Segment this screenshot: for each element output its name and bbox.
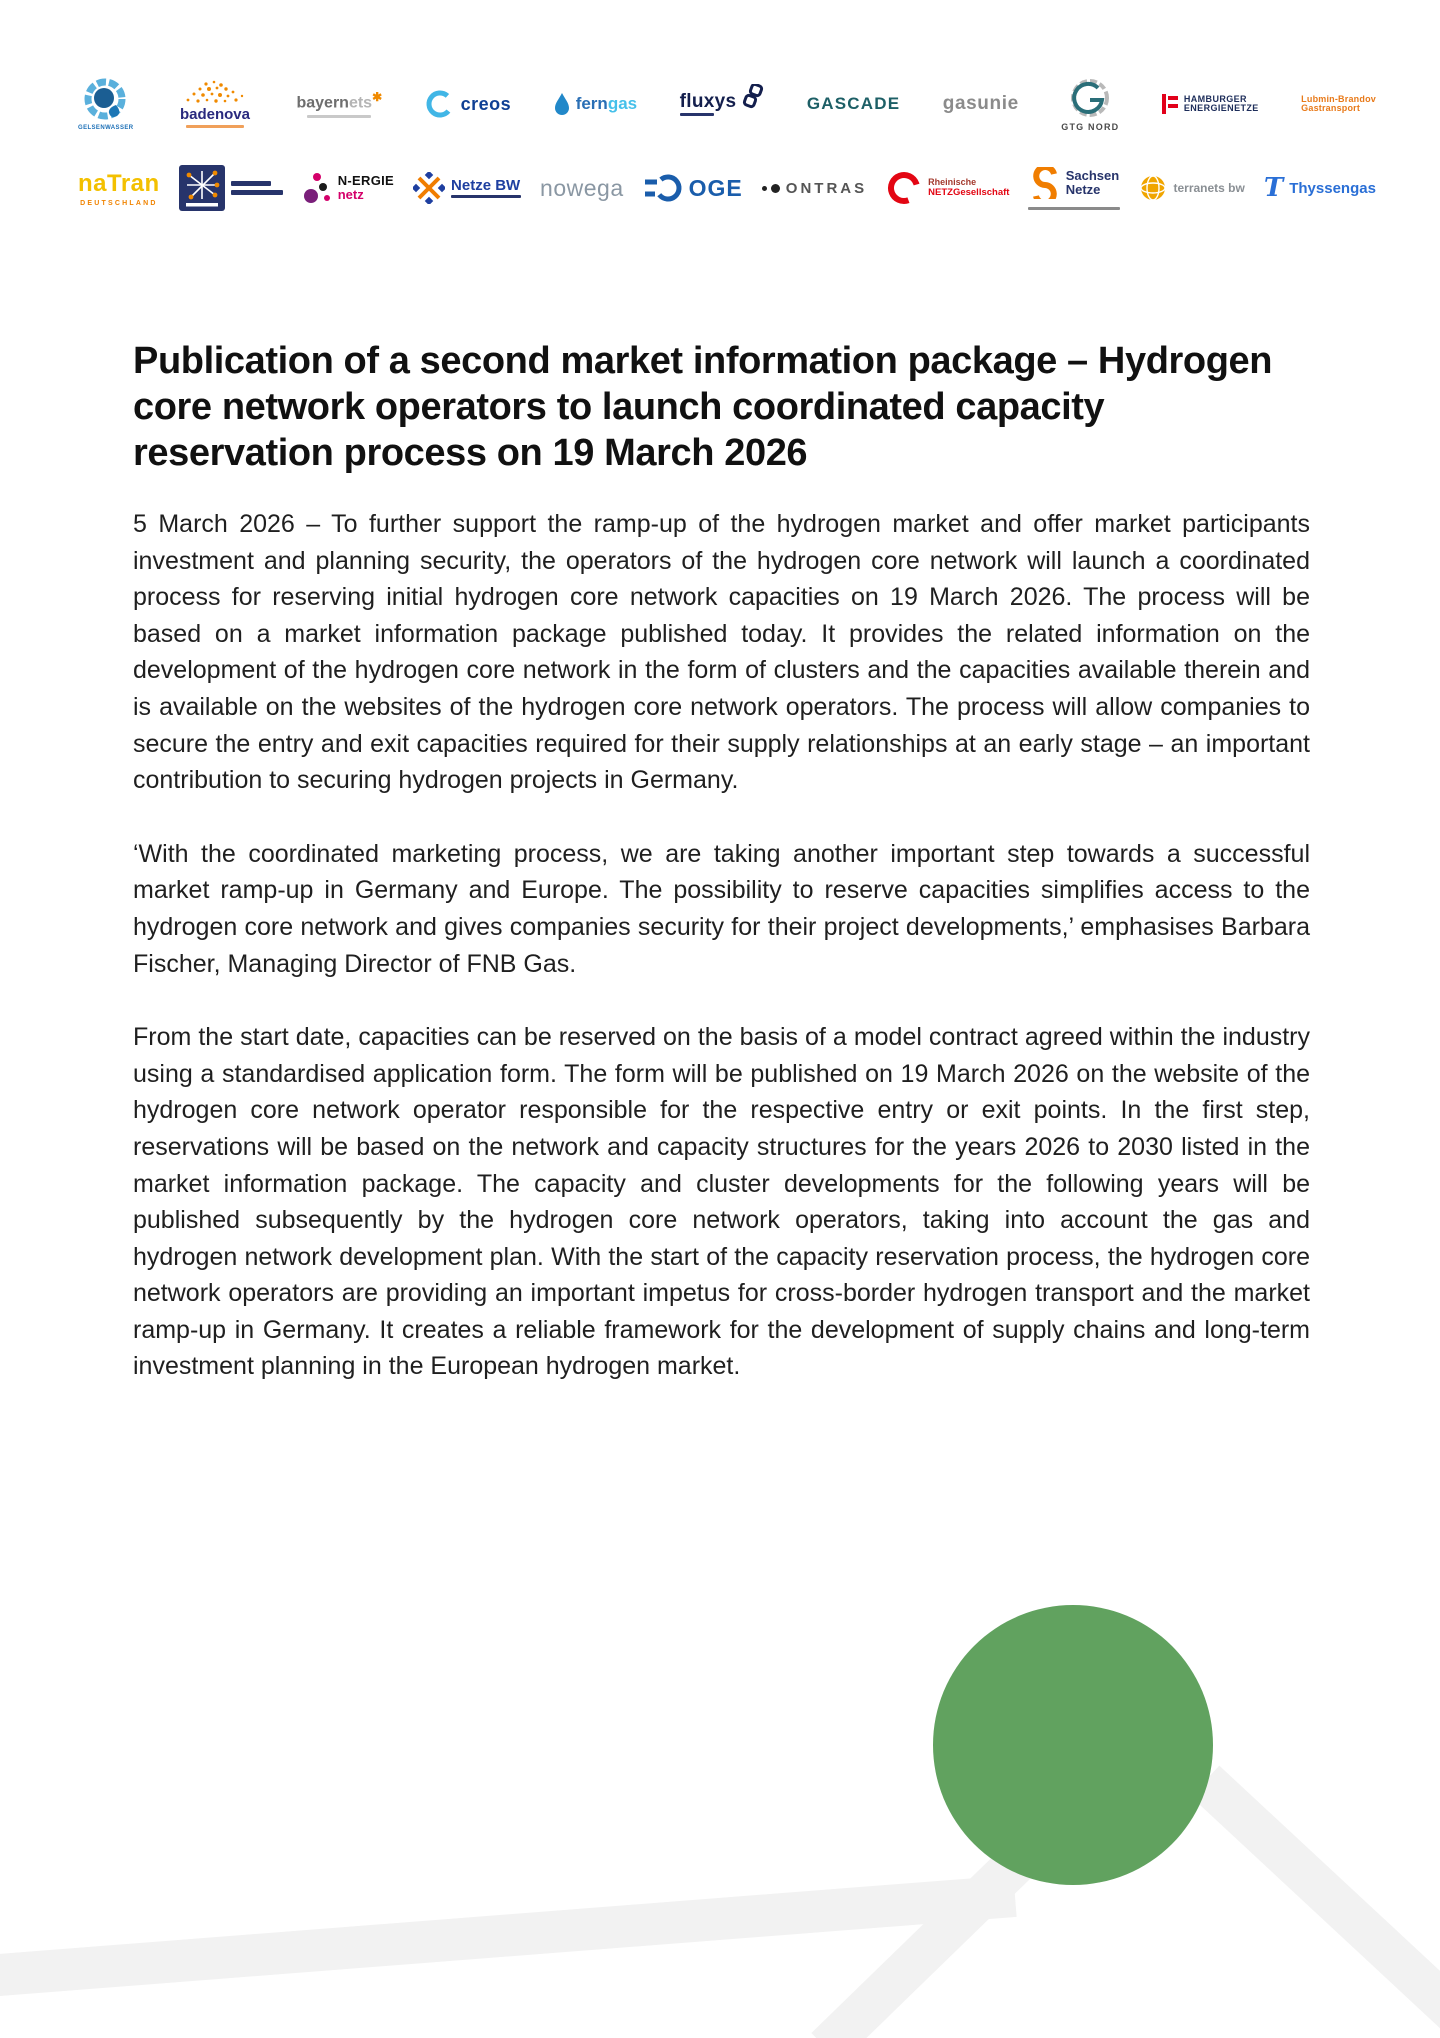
gtg-nord-label: GTG NORD [1061,122,1120,132]
oge-logo [643,172,743,204]
ontras-dot-large-icon [771,184,780,193]
oge-label: OGE [688,174,743,201]
gtg-nord-logo [1061,76,1119,132]
hamburger-energienetze-logo [1162,92,1259,116]
natran-sublabel: DEUTSCHLAND [80,199,158,207]
nowega-label: nowega [540,174,624,201]
terranets-bw-label: terranets bw [1173,181,1245,195]
lubmin-brandov-gastransport-logo [1301,95,1376,114]
n-ergie-netz-logo [302,171,394,205]
article-body [133,506,1310,1385]
sachsennetze-logo [1028,167,1120,210]
thyssengas-logo [1264,175,1376,201]
paragraph-1: 5 March 2026 – To further support the ramp-up of the hydrogen market and offer market participants investment and planning security, the operators of the hydrogen core network will launch a coordinated process for reserving initial hydrogen core network capacities on 19 March 2026. The process will be based on a market information package published today. It provides the related information on the development of the hydrogen core network in the form of clusters and the capacities available therein and is available on the websites of the hydrogen core network operators. The process will allow companies to secure the entry and exit capacities required for their supply relationships at an early stage – an important contribution to securing hydrogen projects in Germany. [133,510,1310,795]
terranets-bw-logo [1139,174,1244,202]
sachsennetze-s-icon [1030,167,1060,199]
creos-logo [425,89,512,119]
nowega-logo [540,175,624,202]
netze-bw-logo [413,172,521,204]
network-operator-name-bar-1 [231,181,271,186]
ferngas-logo [554,92,637,116]
network-square-icon [179,165,225,211]
natran-label: naTran [78,169,160,197]
rng-ring-icon [886,170,922,206]
rng-label-2: NETZGesellschaft [928,186,1010,198]
n-ergie-dots-icon [302,171,332,205]
logo-row-2 [78,146,1376,230]
logo-row-1 [78,58,1376,150]
gascade-logo [807,94,900,114]
bayernets-label: bayernets✱ [296,90,383,112]
gasunie-logo [943,93,1019,115]
netze-bw-label: Netze BW [451,176,521,194]
network-operator-name-bar-2 [231,190,283,195]
badenova-dots-icon [176,80,254,104]
green-circle [933,1605,1213,1885]
badenova-label: badenova [179,106,250,123]
creos-c-icon [425,89,455,119]
hamburger-energienetze-label-2: ENERGIENETZE [1183,103,1259,113]
bayernets-asterisk-icon: ✱ [372,90,383,105]
gelsenwasser-globe-icon [83,77,129,123]
lbgt-label-1: Lubmin-Brandov [1301,93,1376,104]
netze-bw-sparkle-icon [413,172,445,204]
terranets-globe-icon [1139,174,1167,202]
n-ergie-label: N-ERGIE [337,173,395,189]
n-ergie-netz-sublabel: netz [337,187,364,202]
sachsennetze-label-1: Sachsen [1065,167,1120,183]
netze-bw-tagline-bar [451,195,521,198]
badenova-tagline-bar [186,125,244,128]
rng-label-1: Rheinische [928,177,977,188]
gascade-label: GASCADE [806,94,901,113]
paragraph-2: ‘With the coordinated marketing process, we are taking another important step towards a successful market ramp-up in Germany and Europe. The possibility to reserve capacities simplifies access to the hydrogen core network and gives companies security for their project developments,’ emphasises Barbara Fischer, Managing Director of FNB Gas. [133,839,1310,978]
network-decoration [0,1338,1440,2038]
paragraph-3: From the start date, capacities can be reserved on the basis of a model contract agreed within the industry using a standardised application form. The form will be published on 19 March 2026 on the website of the hydrogen core network operator responsible for the respective entry or exit points. In the first step, reservations will be based on the network and capacity structures for the years 2026 to 2030 listed in the market information package. The capacity and cluster developments for the following years will be published subsequently by the hydrogen core network operators, taking into account the gas and hydrogen network development plan. With the start of the capacity reservation process, the hydrogen core network operators are providing an important impetus for cross-border hydrogen transport and the market ramp-up in Germany. It creates a reliable framework for the development of supply chains and long-term investment planning in the European hydrogen market. [133,1023,1310,1381]
network-lines [0,1781,1440,2038]
gelsenwasser-logo [78,77,133,131]
sachsennetze-label-2: Netze [1065,181,1101,197]
fluxys-tagline-bar [680,113,714,116]
creos-label: creos [460,93,512,114]
fluxys-label: fluxys [679,90,737,112]
rheinische-netzgesellschaft-logo [886,170,1009,206]
hamburger-energienetze-e-icon [1162,92,1178,116]
fluxys-pipe-icon [742,84,764,110]
ontras-label: ONTRAS [785,179,868,197]
ferngas-label: ferngas [575,94,638,113]
fluxys-logo [680,92,765,117]
article [133,338,1310,1422]
bayernets-tagline-bar [307,115,371,118]
hamburger-energienetze-label-1: HAMBURGER [1183,93,1247,104]
oge-pipeline-icon [643,172,683,204]
unidentified-network-operator-logo [179,165,283,211]
gtg-nord-ring-icon [1068,76,1112,120]
ontras-logo [762,180,867,197]
gelsenwasser-label: GELSENWASSER [78,125,134,131]
page-title: Publication of a second market information package – Hydrogen core network operators to launch coordinated capacity reservation process on 19 March 2026 [133,340,1273,474]
thyssengas-t-icon: T [1263,173,1284,203]
ferngas-droplet-icon [554,92,570,116]
lbgt-label-2: Gastransport [1301,103,1361,113]
sachsennetze-tagline-bar [1028,207,1120,210]
bayernets-logo [296,90,382,117]
thyssengas-label: Thyssengas [1289,179,1376,197]
badenova-netze-logo [176,80,254,128]
ontras-dot-small-icon [762,186,767,191]
gasunie-label: gasunie [942,93,1019,114]
natran-logo [78,170,160,207]
